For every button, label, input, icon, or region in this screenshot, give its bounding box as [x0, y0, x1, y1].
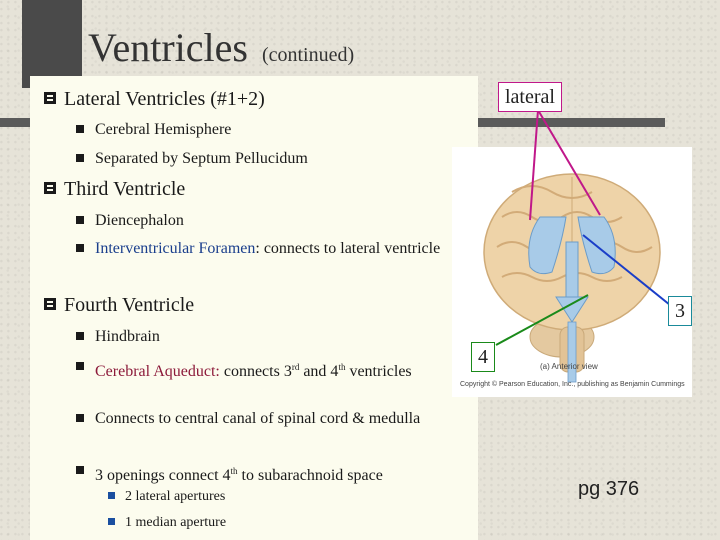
- sub-sub-bullet-median-aperture: 1 median aperture: [108, 515, 226, 531]
- sub-bullet-three-openings: 3 openings connect 4th to subarachnoid space: [76, 460, 476, 487]
- sub-sub-bullet-icon: [108, 492, 115, 499]
- bullet-icon: [44, 182, 56, 194]
- sub-bullet-icon: [76, 332, 84, 340]
- label-fourth: 4: [471, 342, 495, 372]
- bullet-lateral-ventricles: Lateral Ventricles (#1+2): [44, 88, 265, 111]
- sub-bullet-icon: [76, 244, 84, 252]
- sub-bullet-icon: [76, 466, 84, 474]
- sub-bullet-icon: [76, 216, 84, 224]
- sub-bullet-central-canal: Connects to central canal of spinal cord & medulla: [76, 408, 436, 430]
- decorative-dark-block: [22, 0, 82, 88]
- title-suffix: (continued): [261, 44, 355, 66]
- title-main: Ventricles: [88, 25, 248, 70]
- bullet-fourth-ventricle: Fourth Ventricle: [44, 294, 194, 317]
- bullet-third-ventricle: Third Ventricle: [44, 178, 185, 201]
- bullet-icon: [44, 298, 56, 310]
- term-cerebral-aqueduct: Cerebral Aqueduct:: [95, 363, 220, 380]
- sub-sub-bullet-lateral-apertures: 2 lateral apertures: [108, 489, 225, 505]
- figure-caption-view: (a) Anterior view: [540, 362, 598, 371]
- slide-title: [88, 24, 354, 71]
- sub-bullet-icon: [76, 154, 84, 162]
- term-interventricular-foramen: Interventricular Foramen: [95, 240, 256, 257]
- bullet-icon: [44, 92, 56, 104]
- sub-bullet-cerebral-aqueduct: Cerebral Aqueduct: connects 3rd and 4th ventricles: [76, 356, 421, 383]
- sub-bullet-icon: [76, 362, 84, 370]
- sub-bullet-icon: [76, 125, 84, 133]
- sub-sub-bullet-icon: [108, 518, 115, 525]
- sub-bullet-cerebral-hemisphere: Cerebral Hemisphere: [76, 119, 466, 141]
- sub-bullet-septum: Separated by Septum Pellucidum: [76, 148, 466, 170]
- sub-bullet-diencephalon: Diencephalon: [76, 210, 466, 232]
- sub-bullet-hindbrain: Hindbrain: [76, 326, 466, 348]
- sub-bullet-interventricular-foramen: Interventricular Foramen: connects to lateral ventricle: [76, 238, 456, 260]
- label-lateral: lateral: [498, 82, 562, 112]
- label-third: 3: [668, 296, 692, 326]
- sub-bullet-icon: [76, 414, 84, 422]
- figure-caption-copyright: Copyright © Pearson Education, Inc., publishing as Benjamin Cummings: [460, 381, 685, 388]
- page-reference: pg 376: [578, 478, 640, 500]
